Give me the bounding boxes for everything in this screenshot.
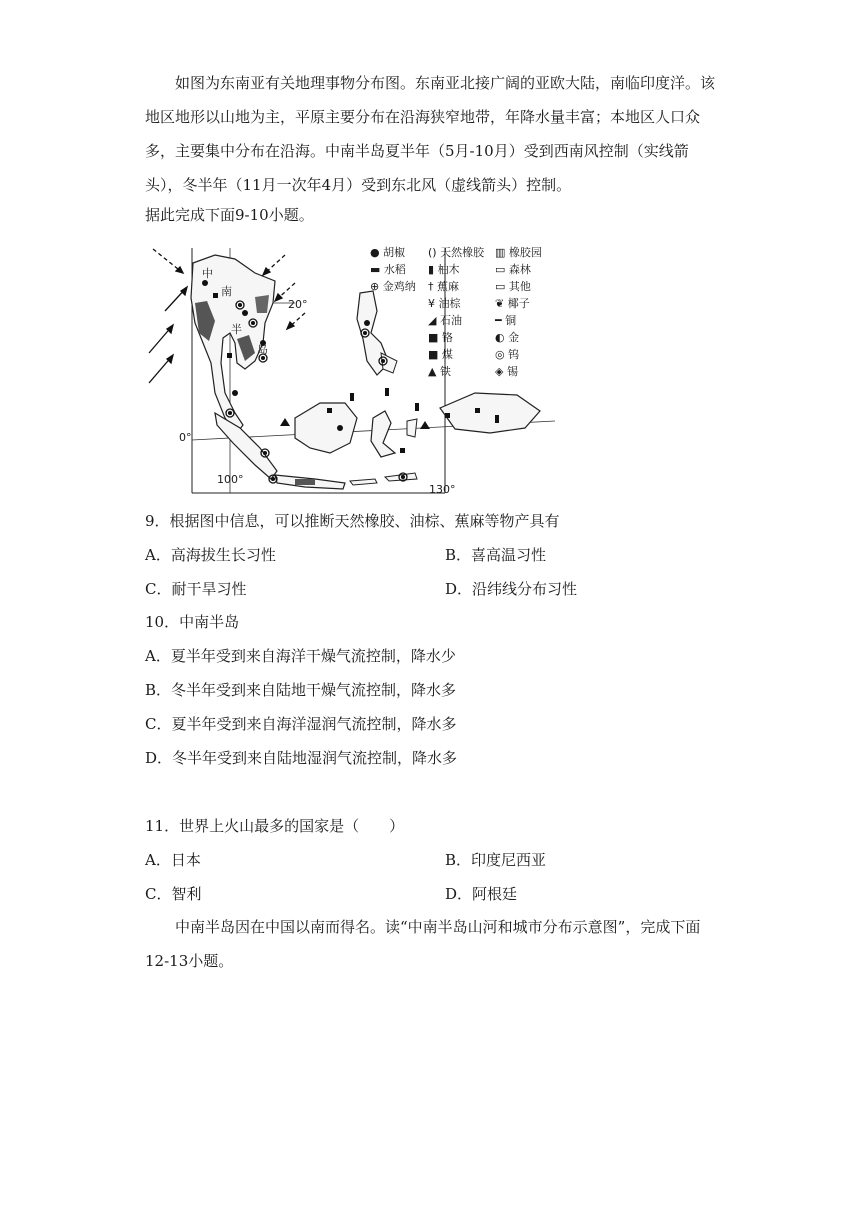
question-10-stem: 10．中南半岛 xyxy=(145,613,240,631)
map-label-zhong: 中 xyxy=(202,267,213,280)
map-label-nan: 南 xyxy=(221,285,232,298)
q9-option-a[interactable]: A．高海拔生长习性 xyxy=(145,546,276,564)
q10-option-c[interactable]: C．夏半年受到来自海洋湿润气流控制，降水多 xyxy=(145,715,457,733)
legend-icon: ▬ xyxy=(370,263,381,276)
legend-item: ● 胡椒 xyxy=(370,246,406,259)
q11-option-d[interactable]: D．阿根廷 xyxy=(445,885,518,903)
legend-icon: ◈ xyxy=(495,365,504,378)
map-label-dao: 岛 xyxy=(257,343,268,356)
legend-icon: ❦ xyxy=(495,297,505,310)
legend-icon: † xyxy=(428,280,434,293)
legend-icon: () xyxy=(428,246,437,259)
southeast-asia-resource-map xyxy=(145,243,555,498)
legend-icon: ◢ xyxy=(428,314,437,327)
legend-icon: ⊕ xyxy=(370,280,380,293)
legend-icon: ¥ xyxy=(428,297,435,310)
legend-item: † 蕉麻 xyxy=(428,280,459,293)
map-label-ban: 半 xyxy=(231,323,242,336)
legend-item: ▬ 水稻 xyxy=(370,263,406,276)
legend-item: ◈ 锡 xyxy=(495,365,518,378)
legend-item: ❦ 椰子 xyxy=(495,297,530,310)
q9-option-b[interactable]: B．喜高温习性 xyxy=(445,546,547,564)
legend-item: ▲ 铁 xyxy=(428,365,451,378)
legend-item: ■ 铬 xyxy=(428,331,453,344)
legend-icon: ▥ xyxy=(495,246,506,259)
legend-icon: ▭ xyxy=(495,263,506,276)
q11-option-a[interactable]: A．日本 xyxy=(145,851,201,869)
legend-icon: ■ xyxy=(428,331,439,344)
legend-icon: ━ xyxy=(495,314,502,327)
lon-label-130: 130° xyxy=(429,483,456,496)
legend-item: () 天然橡胶 xyxy=(428,246,485,259)
q11-option-c[interactable]: C．智利 xyxy=(145,885,202,903)
q10-option-d[interactable]: D．冬半年受到来自陆地湿润气流控制，降水多 xyxy=(145,749,458,767)
q9-option-c[interactable]: C．耐干旱习性 xyxy=(145,580,247,598)
legend-icon: ● xyxy=(370,246,380,259)
legend-item: ▥ 橡胶园 xyxy=(495,246,542,259)
legend-icon: ▭ xyxy=(495,280,506,293)
legend-item: ⊕ 金鸡纳 xyxy=(370,280,416,293)
lat-label-20: 20° xyxy=(288,298,308,311)
lat-label-0: 0° xyxy=(179,431,192,444)
question-11-stem: 11．世界上火山最多的国家是（ ） xyxy=(145,817,405,835)
q10-option-a[interactable]: A．夏半年受到来自海洋干燥气流控制，降水少 xyxy=(145,647,456,665)
legend-icon: ◐ xyxy=(495,331,505,344)
legend-item: ◎ 钨 xyxy=(495,348,520,361)
q10-option-b[interactable]: B．冬半年受到来自陆地干燥气流控制，降水多 xyxy=(145,681,457,699)
intro-instruction: 据此完成下面9-10小题。 xyxy=(145,206,314,224)
legend-icon: ■ xyxy=(428,348,439,361)
lon-label-100: 100° xyxy=(217,473,244,486)
q9-option-d[interactable]: D．沿纬线分布习性 xyxy=(445,580,578,598)
outro-paragraph: 中南半岛因在中国以南而得名。读“中南半岛山河和城市分布示意图”，完成下面12-13小题。 xyxy=(145,918,701,970)
intro-paragraph: 如图为东南亚有关地理事物分布图。东南亚北接广阔的亚欧大陆，南临印度洋。该地区地形以山地为主，平原主要分布在沿海狭窄地带，年降水量丰富；本地区人口众多，主要集中分布在沿海。中南半岛夏半年（5月-10月）受到西南风控制（实线箭头），冬半年（11月一次年4月）受到东北风（虚线箭头）控制。 xyxy=(145,74,716,194)
legend-item: ▭ 其他 xyxy=(495,280,531,293)
legend-icon: ▮ xyxy=(428,263,435,276)
map-graphic xyxy=(145,243,555,498)
question-9-stem: 9．根据图中信息，可以推断天然橡胶、油棕、蕉麻等物产具有 xyxy=(145,512,560,530)
legend-item: ━ 铜 xyxy=(495,314,517,327)
legend-item: ◢ 石油 xyxy=(428,314,462,327)
q11-option-b[interactable]: B．印度尼西亚 xyxy=(445,851,547,869)
legend-icon: ▲ xyxy=(428,365,437,378)
legend-item: ▭ 森林 xyxy=(495,263,531,276)
legend-item: ▮ 柚木 xyxy=(428,263,460,276)
legend-item: ¥ 油棕 xyxy=(428,297,461,310)
legend-item: ■ 煤 xyxy=(428,348,453,361)
legend-item: ◐ 金 xyxy=(495,331,520,344)
legend-icon: ◎ xyxy=(495,348,505,361)
